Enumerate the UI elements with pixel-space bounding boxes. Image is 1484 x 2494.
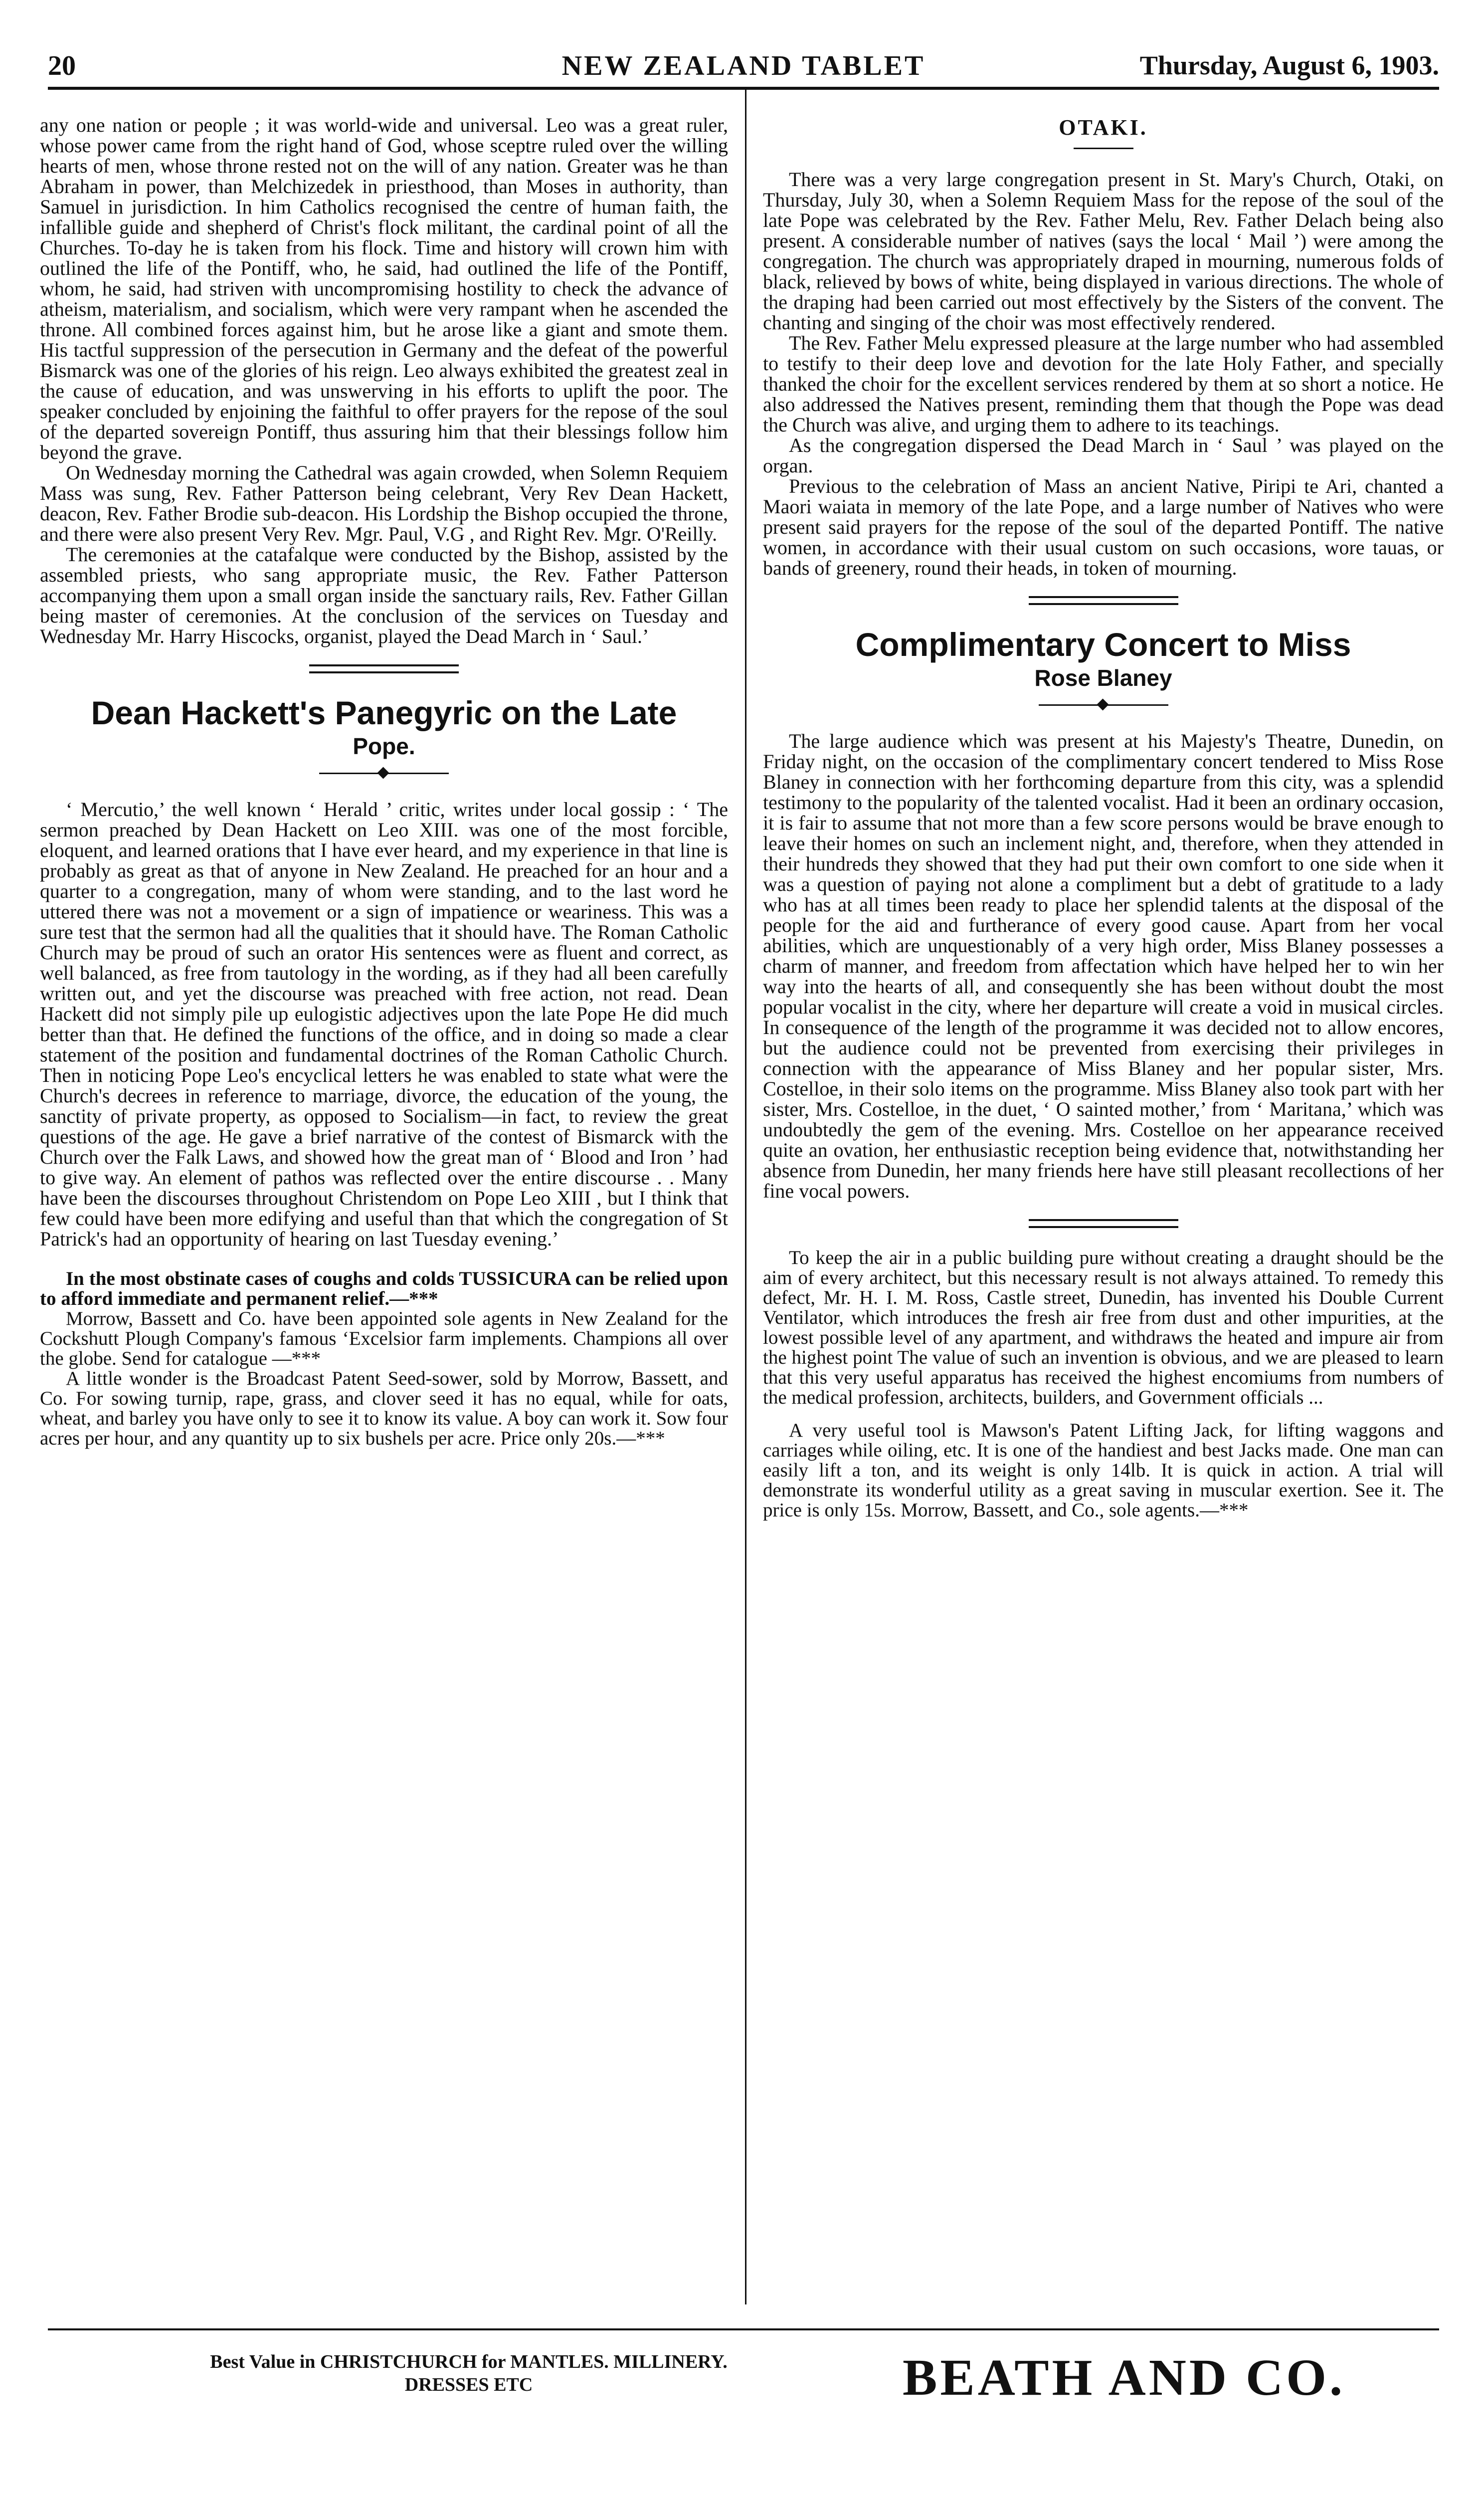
footer-left-line: Best Value in CHRISTCHURCH for MANTLES. MILLINERY. [210,2351,728,2372]
section-divider [1029,596,1178,605]
lifting-jack-notice: A very useful tool is Mawson's Patent Lifting Jack, for lifting waggons and carriages while oiling, etc. It is one of the handiest and best Jacks made. One man can easily lift a ton, and its weight is only 14lb. It is quick in action. A trial will demonstrate its wonderful utility as a great saving in muscular exertion. See it. The price is only 15s. Morrow, Bassett, and Co., sole agents.—*** [763,1420,1444,1521]
advertisements [40,1269,728,1449]
catafalque-paragraph: The ceremonies at the catafalque were conducted by the Bishop, assisted by the assembled priests, who sang appropriate music, the Rev. Father Patterson accompanying them upon a small organ inside the sanctuary rails, Rev. Father Gillan being master of ceremonies. At the conclusion of the services on Tuesday and Wednesday Mr. Harry Hiscocks, organist, played the Dead March in ‘ Saul.’ [40,543,728,647]
section-divider [309,664,459,673]
tussicura-notice: In the most obstinate cases of coughs and colds TUSSICURA can be relied upon to afford immediate and permanent relief.—*** [40,1268,728,1309]
plough-notice: Morrow, Bassett and Co. have been appointed sole agents in New Zealand for the Cockshutt Plough Company's famous ‘Excelsior farm implements. Champions all over the globe. Send for catalogue —*** [40,1308,728,1369]
footer-rule [48,2328,1439,2330]
sermon-continuation: any one nation or people ; it was world-wide and universal. Leo was a great ruler, whose power came from the right hand of God, whose sceptre ruled over the willing hearts of men, whose throne rested not on the will of any nation. Greater was he than Abraham in power, than Melchizedek in priesthood, than Moses in authority, than Samuel in jurisdiction. In him Catholics recognised the centre of human faith, the infallible guide and shepherd of Christ's flock militant, the cardinal point of all the Churches. To-day he is taken from his flock. Time and history will crown him with outlined the life of the Pontiff, who, he said, had outlined the life of the Pontiff, whom, he said, had striven with uncompromising hostility to check the advance of atheism, materialism, and socialism, which were very rampant when he ascended the throne. All combined forces against him, but he arose like a giant and smote them. His tactful suppression of the persecution in Germany and the defeat of the powerful Bismarck was one of the glories of his reign. Leo always exhibited the greatest zeal in the cause of education, and was unswerving in his efforts to uplift the poor. The speaker concluded by enjoining the faithful to offer prayers for the repose of the soul of the departed sovereign Pontiff, thus assuring him that their blessings follow him beyond the grave. [40,114,728,463]
wednesday-mass-paragraph: On Wednesday morning the Cathedral was again crowded, when Solemn Requiem Mass was sung, Rev. Father Patterson being celebrant, Very Rev Dean Hackett, deacon, Rev. Father Brodie sub-deacon. His Lordship the Bishop occupied the throne, and there were also present Very Rev. Mgr. Paul, V.G , and Right Rev. Mgr. O'Reilly. [40,461,728,545]
diamond-rule [319,767,449,779]
panegyric-body: ‘ Mercutio,’ the well known ‘ Herald ’ critic, writes under local gossip : ‘ The sermon preached by Dean Hackett on Leo XIII. was one of the most forcible, eloquent, and learned orations that I have ever heard, and my experience in that line is probably as great as that of anyone in New Zealand. He preached for an hour and a quarter to a congregation, many of whom were standing, and to the last word he uttered there was not a movement or a sign of impatience or weariness. This was a sure test that the sermon had all the qualities that it should have. The Roman Catholic Church may be proud of such an orator His sentences were as fluent and correct, as well balanced, as free from tautology in the wording, as if they had all been carefully written out, and yet the discourse was preached with free action, not read. Dean Hackett did not simply pile up eulogistic adjectives upon the late Pope He did much better than that. He defined the functions of the office, and in doing so made a clear statement of the position and fundamental doctrines of the Roman Catholic Church. Then in noticing Pope Leo's encyclical letters he was enabled to state what were the Church's decrees in reference to marriage, divorce, the education of the young, the sanctity of private property, as opposed to Socialism—in fact, to review the great questions of the age. He gave a brief narrative of the contest of Bismarck with the Church over the Falk Laws, and showed how the great man of ‘ Blood and Iron ’ had to give way. An element of pathos was reflected over the entire discourse . . Many have been the discourses throughout Christendom on Pope Leo XIII , but I think that few could have been more edifying and useful than that which the congregation of St Patrick's had an opportunity of hearing on last Tuesday evening.’ [40,798,728,1250]
footer-advert-right: BEATH AND CO. [903,2349,1345,2406]
right-notices [763,1248,1444,1520]
otaki-paragraph: There was a very large congregation present in St. Mary's Church, Otaki, on Thursday, July 30, when a Solemn Requiem Mass for the repose of the soul of the late Pope was celebrated by the Rev. Father Melu, Rev. Father Delach being also present. A considerable number of natives (says the local ‘ Mail ’) were among the congregation. The church was appropriately draped in mourning, numerous folds of black, relieved by bows of white, being displayed in various directions. The whole of the draping had been carried out most effectively by the Sisters of the convent. The chanting and singing of the choir was most effectively rendered. [763,168,1444,334]
page-number: 20 [48,50,76,81]
otaki-paragraph: The Rev. Father Melu expressed pleasure at the large number who had assembled to testify to their deep love and devotion for the late Holy Father, and specially thanked the choir for the excellent services rendered by them at so short a notice. He also addressed the Natives present, reminding them that though the Pope was dead the Church was alive, and urging them to adhere to its teachings. [763,332,1444,436]
otaki-heading: OTAKI. [1059,115,1148,140]
issue-date: Thursday, August 6, 1903. [1139,50,1439,80]
ventilator-notice: To keep the air in a public building pure without creating a draught should be the aim of every architect, but this necessary result is not always attained. To remedy this defect, Mr. H. I. M. Ross, Castle street, Dunedin, has invented his Double Current Ventilator, which introduces the fresh air free from dust and other impurities, at the lowest possible level of any apartment, and withdraws the heated and impure air from the highest point The value of such an invention is obvious, and we are pleased to learn that this very useful apparatus has received the highest encomiums from numbers of the medical profession, architects, builders, and Government officials ... [763,1247,1444,1408]
footer-left-line: DRESSES ETC [404,2374,533,2395]
header-rule [48,87,1439,90]
panegyric-heading: Dean Hackett's Panegyric on the Late [91,694,677,731]
otaki-rule [1074,148,1133,149]
concert-body: The large audience which was present at his Majesty's Theatre, Dunedin, on Friday night, on the occasion of the complimentary concert tendered to Miss Rose Blaney in connection with her forthcoming departure from this city, was a splendid testimony to the popularity of the talented vocalist. Had it been an ordinary occasion, it is fair to assume that not more than a few score persons would be brave enough to leave their homes on such an inclement night, and, therefore, when they attended in their hundreds they showed that they had put their own comfort to one side when it was a question of paying not alone a compliment but a debt of gratitude to a lady who has at all times been ready to place her splendid talents at the disposal of the people for the aid and furtherance of every good cause. Apart from her vocal abilities, which are unquestionably of a very high order, Miss Blaney possesses a charm of manner, and freedom from affectation which have helped her to win her way into the hearts of all, and consequently she has been without doubt the most popular vocalist in the city, where her departure will create a void in musical circles. In consequence of the length of the programme it was decided not to allow encores, but the audience could not be prevented from exercising their privileges in connection with the appearance of Miss Blaney and her popular sister, Mrs. Costelloe, in their solo items on the programme. Miss Blaney also took part with her sister, Mrs. Costelloe, in the duet, ‘ O sainted mother,’ from ‘ Maritana,’ which was undoubtedly the gem of the evening. Mrs. Costelloe on her appearance received quite an ovation, her enthusiastic reception being evidence that, notwithstanding her absence from Dunedin, her many friends here have still pleasant recollections of her fine vocal powers. [763,730,1444,1202]
section-divider [1029,1219,1178,1228]
left-column [40,115,728,1449]
publication-title: NEW ZEALAND TABLET [561,50,926,81]
concert-heading: Complimentary Concert to Miss [855,626,1351,663]
otaki-paragraph: Previous to the celebration of Mass an ancient Native, Piripi te Ari, chanted a Maori waiata in memory of the late Pope, and a large number of Natives who were present said prayers for the repose of the soul of the departed Pontiff. The native women, in accordance with their usual custom on such occasions, wore tauas, or bands of greenery, round their heads, in token of mourning. [763,475,1444,579]
diamond-rule [1039,699,1168,711]
panegyric-subheading: Pope. [353,733,415,759]
right-column [763,117,1444,1520]
running-head [48,50,1439,88]
concert-subheading: Rose Blaney [1034,665,1172,691]
seed-sower-notice: A little wonder is the Broadcast Patent Seed-sower, sold by Morrow, Bassett, and Co. For sowing turnip, rape, grass, and clover seed it has no equal, while for oats, wheat, and barley you have only to see it to know its value. A boy can work it. Sow four acres per hour, and any quantity up to six bushels per acre. Price only 20s.—*** [40,1368,728,1449]
otaki-paragraph: As the congregation dispersed the Dead March in ‘ Saul ’ was played on the organ. [763,434,1444,477]
column-divider [745,90,746,2304]
footer-advert-left [110,2350,828,2396]
